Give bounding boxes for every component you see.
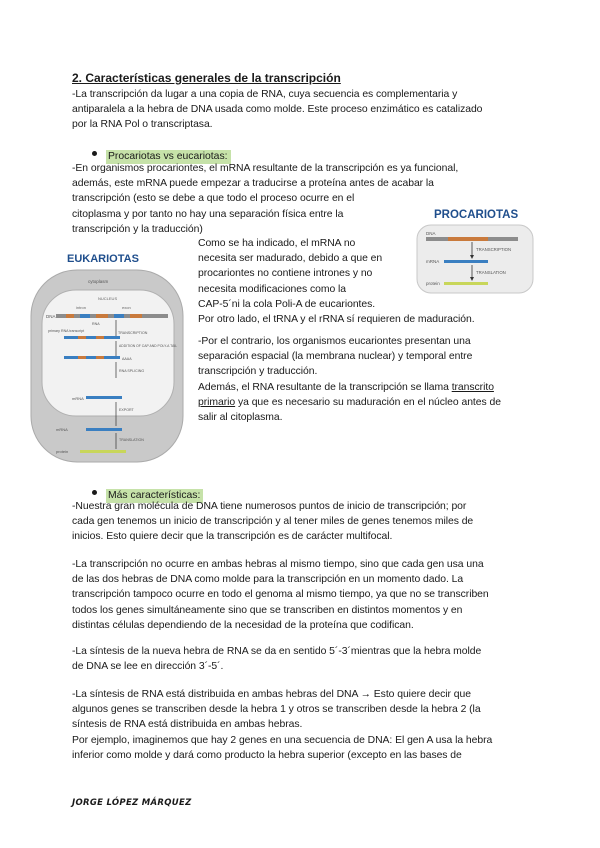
mrna-label: mRNA — [72, 396, 84, 401]
rna-strand — [64, 356, 120, 359]
text-line: todos los genes simultáneamente sino que se transcriben en distintos momentos y en — [72, 604, 463, 616]
figure-title: EUKARIOTAS — [67, 253, 139, 265]
text-line: -La transcripción da lugar a una copia de RNA, cuya secuencia es complementaria y — [72, 89, 458, 100]
mrna-label: mRNA — [56, 427, 68, 432]
text-line: inicios. Esto quiere decir que la transcripción es de carácter multifocal. — [72, 531, 393, 543]
bullet-dot-icon — [92, 151, 97, 156]
text-line: por la RNA Pol o transcriptasa. — [72, 119, 213, 131]
exon-segment — [96, 314, 108, 318]
eukaryote-paragraph — [198, 334, 501, 425]
text-line: -Nuestra gran molécula de DNA tiene numerosos puntos de inicio de transcripción; por — [72, 501, 467, 512]
exon-segment — [66, 314, 74, 318]
text-line: -La síntesis de la nueva hebra de RNA se da en sentido 5´-3´mientras que la hebra molde — [72, 646, 482, 657]
exon-segment — [114, 314, 124, 318]
mrna-strand — [86, 428, 122, 431]
underlined-term: transcrito — [451, 381, 494, 393]
exon-segment — [80, 314, 90, 318]
text-line: transcripción y traducción. — [198, 366, 318, 378]
text-line: transcripción tampoco ocurre en todo el genoma al mismo tiempo, ya que no se transcriben — [72, 589, 489, 601]
intron-segment — [96, 336, 104, 339]
intron-label: intron — [76, 305, 87, 310]
protein-label: protein — [426, 281, 440, 286]
cytoplasm-label: cytoplasm — [88, 279, 109, 284]
prok-paragraph — [72, 161, 458, 237]
paragraph-direction — [72, 644, 481, 674]
protein-strand — [80, 450, 126, 453]
text-line: necesita ser madurado, debido a que en — [198, 253, 383, 265]
text-line: salir al citoplasma. — [198, 412, 283, 424]
text-line — [198, 380, 501, 395]
paragraph-multifocal — [72, 499, 473, 545]
underlined-term: primario — [198, 396, 236, 408]
protein-label: protein — [56, 449, 69, 454]
text-line: de DNA se lee en dirección 3´-5´. — [72, 661, 224, 673]
paragraph-strands — [72, 557, 489, 633]
text-line: necesita modificaciones como la — [198, 283, 347, 295]
primary-transcript-label: primary RNA transcript — [48, 329, 85, 333]
intron-segment — [96, 356, 104, 359]
text-line: CAP-5´ni la cola Poli-A de eucariontes. — [198, 298, 376, 310]
exon-segment — [130, 314, 142, 318]
rna-strand — [64, 336, 120, 339]
text-span: Además, el RNA resultante de la transcripción se llama — [198, 381, 449, 393]
dna-label: DNA — [426, 231, 436, 236]
text-line: separación espacial (la membrana nuclear) y temporal entre — [198, 351, 473, 363]
export-label: EXPORT — [119, 408, 134, 412]
mrna-label: mRNA — [426, 259, 440, 264]
translation-label: TRANSLATION — [119, 438, 144, 442]
text-line: distintas células dependiendo de la necesidad de la proteína que codifican. — [72, 619, 414, 631]
text-line: -En organismos procariontes, el mRNA resultante de la transcripción es ya funcional, — [72, 163, 459, 174]
bullet-label: Procariotas vs eucariotas: — [106, 150, 231, 164]
exon-label: exon — [122, 305, 131, 310]
text-line: Por ejemplo, imaginemos que hay 2 genes en una secuencia de DNA: El gen A usa la hebra — [72, 734, 493, 746]
protein-strand — [444, 282, 488, 285]
paragraph-distribution — [72, 687, 492, 763]
eukaryote-figure — [28, 250, 188, 465]
intro-paragraph — [72, 87, 482, 133]
text-line: Como se ha indicado, el mRNA no — [198, 238, 356, 249]
transcription-label: TRANSCRIPTION — [476, 247, 512, 252]
text-line: -La transcripción no ocurre en ambas hebras al mismo tiempo, sino que cada gen usa una — [72, 559, 484, 570]
text-line: síntesis de RNA está distribuida en ambas hebras. — [72, 719, 303, 731]
text-line: antiparalela a la hebra de DNA usada como molde. Este proceso enzimático es catalizado — [72, 104, 483, 116]
transcription-label: TRANSCRIPTION — [118, 331, 148, 335]
figure-title: PROCARIOTAS — [434, 209, 519, 221]
text-line: de las dos hebras de DNA como molde para la transcripción en un momento dado. La — [72, 574, 464, 586]
text-line — [198, 395, 501, 410]
translation-label: TRANSLATION — [476, 270, 506, 275]
cap-polya-label: ADDITION OF CAP AND POLY-A TAIL — [119, 344, 178, 348]
text-line: cada gen tenemos un inicio de transcripción y al tener miles de genes tenemos miles de — [72, 516, 474, 528]
rna-label: RNA — [92, 322, 100, 326]
intron-segment — [78, 356, 86, 359]
bullet-dot-icon — [92, 490, 97, 495]
dna-label: DNA — [46, 314, 56, 319]
poly-a-label: AAAA — [122, 357, 132, 361]
intron-segment — [78, 336, 86, 339]
gene-segment — [448, 237, 488, 241]
mrna-strand — [86, 396, 122, 399]
text-line: además, este mRNA puede empezar a traducirse a proteína antes de acabar la — [72, 178, 434, 190]
section-title: 2. Características generales de la transcripción — [72, 71, 341, 85]
text-span: ya que es necesario su maduración en el núcleo antes de — [235, 396, 501, 408]
text-line: -Por el contrario, los organismos eucariontes presentan una — [198, 336, 471, 347]
prokaryote-figure — [412, 205, 538, 295]
text-line: transcripción (esto se debe a que todo el proceso ocurre en el — [72, 193, 355, 205]
text-line: algunos genes se transcriben desde la hebra 1 y otros se transcriben desde la hebra 2 (la — [72, 704, 481, 716]
text-line: transcripción y la traducción) — [72, 223, 203, 235]
nucleus-label: NUCLEUS — [98, 296, 118, 301]
text-line: procariontes no contiene intrones y no — [198, 268, 373, 280]
text-line: Por otro lado, el tRNA y el rRNA sí requieren de maduración. — [198, 314, 475, 326]
bullet-label: Más características: — [106, 489, 203, 503]
text-line: -La síntesis de RNA está distribuida en ambas hebras del DNA → Esto quiere decir que — [72, 689, 471, 700]
text-line: inferior como molde y dará como producto la hebra superior (excepto en las bases de — [72, 749, 462, 761]
text-line: citoplasma y por tanto no hay una separación física entre la — [72, 208, 344, 220]
splicing-label: RNA SPLICING — [119, 369, 145, 373]
author-signature: JORGE LÓPEZ MÁRQUEZ — [72, 798, 192, 808]
mrna-strand — [444, 260, 488, 263]
